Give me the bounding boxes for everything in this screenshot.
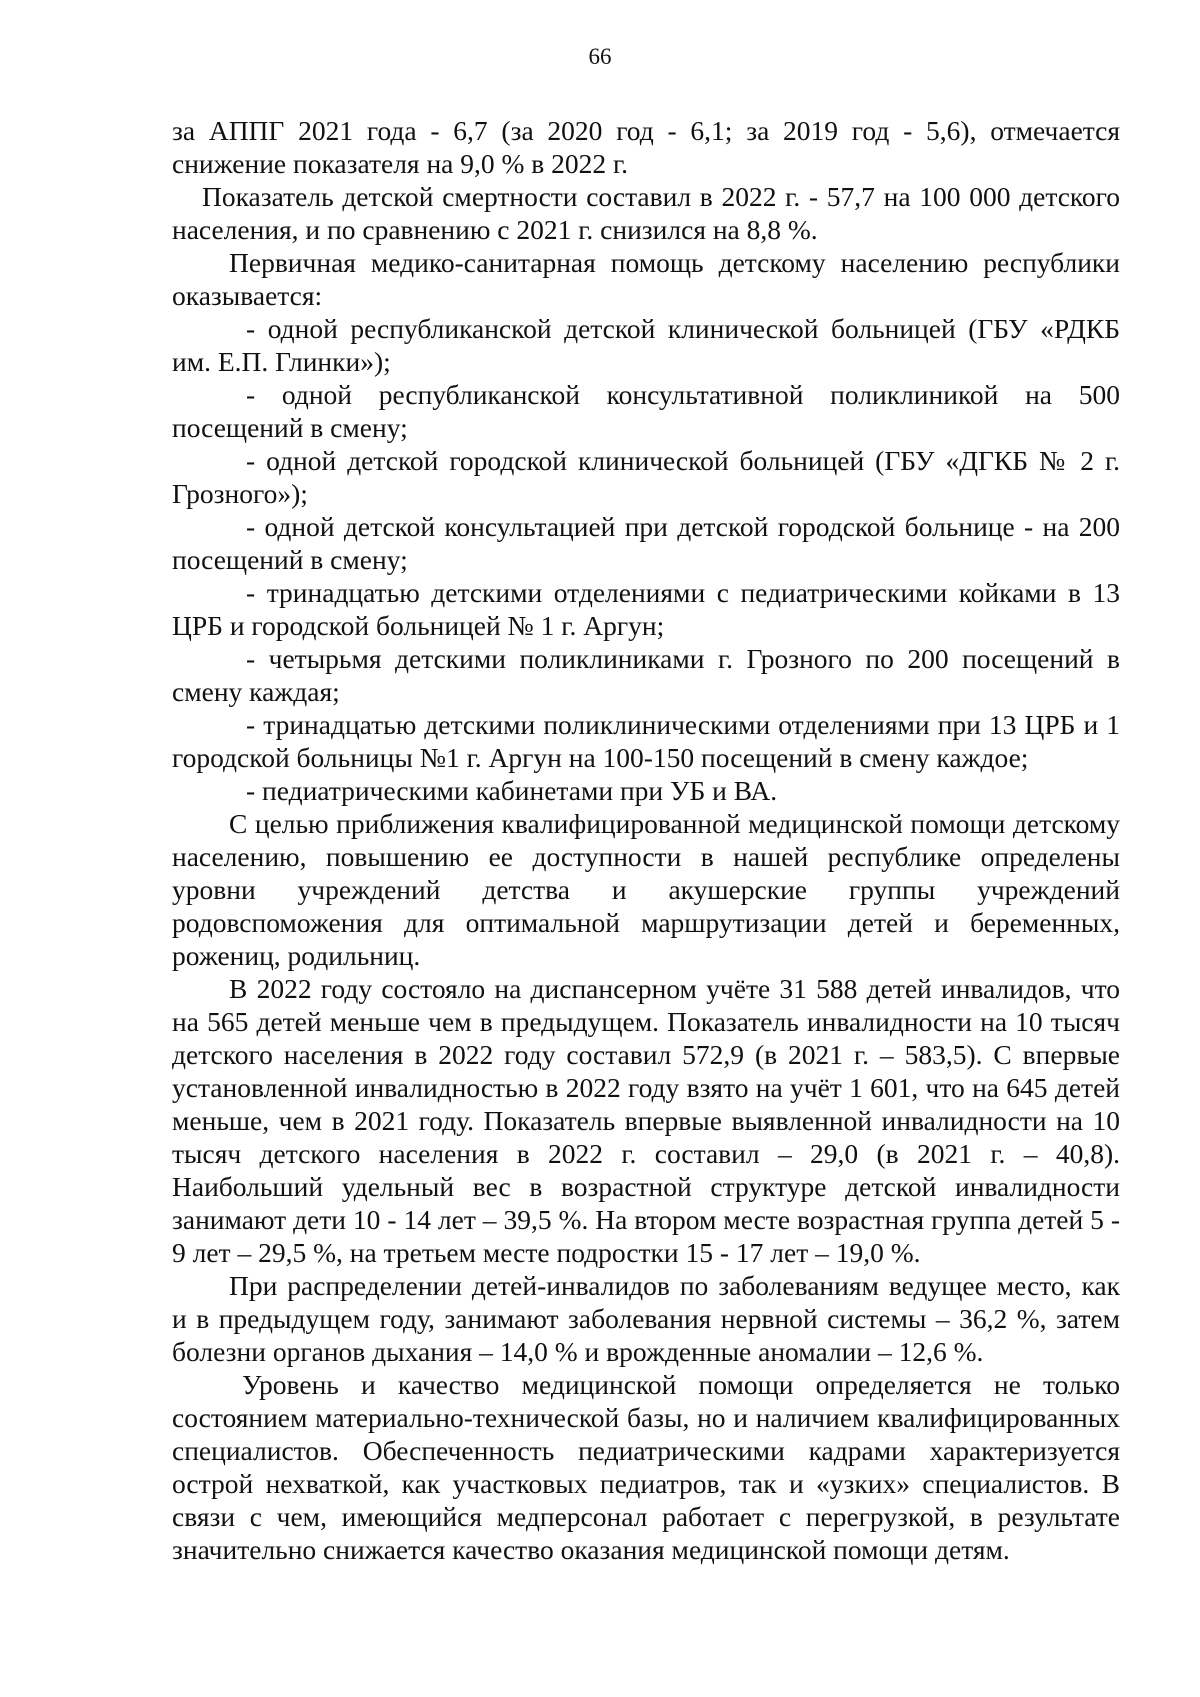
list-item: - тринадцатью детскими отделениями с педиатрическими койками в 13 ЦРБ и городской больницей № 1 г. Аргун;: [172, 577, 1120, 641]
document-body: [172, 114, 1120, 1566]
paragraph-disability-diseases: При распределении детей-инвалидов по заболеваниям ведущее место, как и в предыдущем году, занимают заболевания нервной системы – 36,2 %, затем болезни органов дыхания – 14,0 % и врожденные аномалии – 12,6 %.: [172, 1270, 1120, 1367]
list-item: - тринадцатью детскими поликлиническими отделениями при 13 ЦРБ и 1 городской больницы №1 г. Аргун на 100-150 посещений в смену каждое;: [172, 709, 1120, 773]
paragraph-care-levels: С целью приближения квалифицированной медицинской помощи детскому населению, повышению ее доступности в нашей республике определены уровни учреждений детства и акушерские группы учреждений родовспоможения для оптимальной маршрутизации детей и беременных, рожениц, родильниц.: [172, 808, 1120, 971]
list-item: - одной республиканской консультативной поликлиникой на 500 посещений в смену;: [172, 379, 1120, 443]
list-item: - одной детской городской клинической больницей (ГБУ «ДГКБ № 2 г. Грозного»);: [172, 445, 1120, 509]
page-number: 66: [588, 44, 612, 69]
list-item: - одной детской консультацией при детской городской больнице - на 200 посещений в смену;: [172, 511, 1120, 575]
paragraph-continuation: за АППГ 2021 года - 6,7 (за 2020 год - 6,1; за 2019 год - 5,6), отмечается снижение показателя на 9,0 % в 2022 г.: [172, 115, 1120, 179]
list-item: - педиатрическими кабинетами при УБ и ВА.: [246, 775, 778, 806]
list-item: - одной республиканской детской клинической больницей (ГБУ «РДКБ им. Е.П. Глинки»);: [172, 313, 1120, 377]
list-item: - четырьмя детскими поликлиниками г. Грозного по 200 посещений в смену каждая;: [172, 643, 1120, 707]
paragraph-disability-stats: В 2022 году состояло на диспансерном учёте 31 588 детей инвалидов, что на 565 детей меньше чем в предыдущем. Показатель инвалидности на 10 тысяч детского населения в 2022 году составил 572,9 (в 2021 г. – 583,5). С впервые установленной инвалидностью в 2022 году взято на учёт 1 601, что на 645 детей меньше, чем в 2021 году. Показатель впервые выявленной инвалидности на 10 тысяч детского населения в 2022 г. составил – 29,0 (в 2021 г. – 40,8). Наибольший удельный вес в возрастной структуре детской инвалидности занимают дети 10 - 14 лет – 39,5 %. На втором месте возрастная группа детей 5 - 9 лет – 29,5 %, на третьем месте подростки 15 - 17 лет – 19,0 %.: [172, 973, 1120, 1268]
paragraph-primary-care-intro: Первичная медико-санитарная помощь детскому населению республики оказывается:: [172, 247, 1120, 311]
paragraph-child-mortality: Показатель детской смертности составил в 2022 г. - 57,7 на 100 000 детского населения, и по сравнению с 2021 г. снизился на 8,8 %.: [172, 181, 1120, 245]
paragraph-staffing: Уровень и качество медицинской помощи определяется не только состоянием материально-технической базы, но и наличием квалифицированных специалистов. Обеспеченность педиатрическими кадрами характеризуется острой нехваткой, как участковых педиатров, так и «узких» специалистов. В связи с чем, имеющийся медперсонал работает с перегрузкой, в результате значительно снижается качество оказания медицинской помощи детям.: [172, 1369, 1120, 1565]
